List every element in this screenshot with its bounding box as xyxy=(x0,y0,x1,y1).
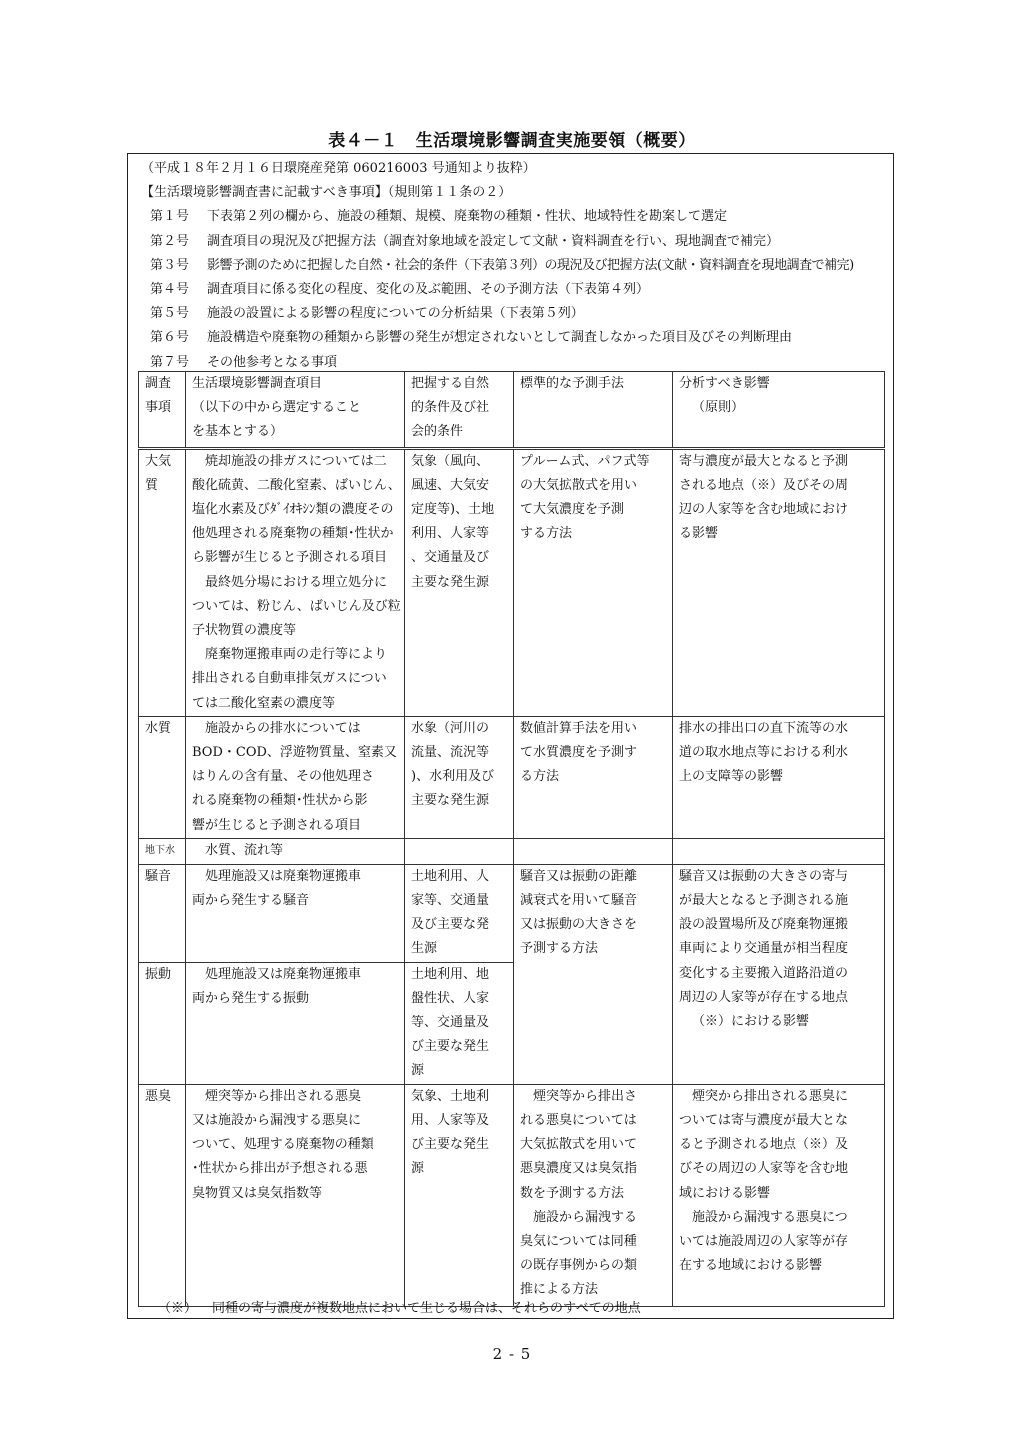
conditions-cell: 土地利用、地 盤性状、人家 等、交通量及 び主要な発生 源 xyxy=(405,962,514,1084)
rule-number: 第７号 xyxy=(150,354,190,370)
rule-text: 施設の設置による影響の程度についての分析結果（下表第５列） xyxy=(207,306,584,322)
conditions-cell xyxy=(405,838,514,864)
rule-text: 調査項目に係る変化の程度、変化の及ぶ範囲、その予測方法（下表第４列） xyxy=(207,282,650,298)
rule-text: 施設構造や廃棄物の種類から影響の発生が想定されないとして調査しなかった項目及びその判断理由 xyxy=(207,330,793,346)
section-heading: 【生活環境影響調査書に記載すべき事項】（規則第１１条の２） xyxy=(141,185,512,201)
header-impact: 分析すべき影響 （原則） xyxy=(673,372,885,449)
rule-item xyxy=(141,230,886,254)
method-cell: プルーム式、パフ式等 の大気拡散式を用い て大気濃度を予測 する方法 xyxy=(514,448,673,716)
table-row xyxy=(139,716,885,838)
header-survey-item: 生活環境影響調査項目 （以下の中から選定すること を基本とする） xyxy=(186,372,405,449)
method-cell: 騒音又は振動の距離 減衰式を用いて騒音 又は振動の大きさを 予測する方法 xyxy=(514,864,673,1084)
footnote-mark: （※） xyxy=(158,1301,198,1316)
impact-cell: 排水の排出口の直下流等の水 道の取水地点等における利水 上の支障等の影響 xyxy=(673,716,885,838)
table-row xyxy=(139,448,885,716)
item-cell: 水質 xyxy=(139,716,186,838)
survey-cell: 処理施設又は廃棄物運搬車 両から発生する騒音 xyxy=(186,864,405,962)
header-item: 調査 事項 xyxy=(139,372,186,449)
header-method: 標準的な予測手法 xyxy=(514,372,673,449)
survey-cell: 煙突等から排出される悪臭 又は施設から漏洩する悪臭に ついて、処理する廃棄物の種類 ･性状から排出が予想される悪 臭物質又は臭気指数等 xyxy=(186,1084,405,1306)
survey-cell: 水質、流れ等 xyxy=(186,838,405,864)
rule-text: 調査項目の現況及び把握方法（調査対象地域を設定して文献・資料調査を行い、現地調査で補完） xyxy=(207,233,780,249)
item-cell: 振動 xyxy=(139,962,186,1084)
page-number: 2 - 5 xyxy=(492,1345,532,1363)
method-cell xyxy=(514,838,673,864)
survey-table xyxy=(138,371,885,1307)
footnote xyxy=(158,1297,641,1316)
table-row xyxy=(139,864,885,962)
table-title: 表４－１ 生活環境影響調査実施要領（概要） xyxy=(328,131,696,151)
rule-item xyxy=(141,302,886,326)
conditions-cell: 気象、土地利 用、人家等及 び主要な発生 源 xyxy=(405,1084,514,1306)
item-cell: 騒音 xyxy=(139,864,186,962)
survey-cell: 処理施設又は廃棄物運搬車 両から発生する振動 xyxy=(186,962,405,1084)
conditions-cell: 水象（河川の 流量、流況等 )、水利用及び 主要な発生源 xyxy=(405,716,514,838)
rule-item xyxy=(141,205,886,229)
impact-cell: 騒音又は振動の大きさの寄与 が最大となると予測される施 設の設置場所及び廃棄物運搬 車両により交通量が相当程度 変化する主要搬入道路沿道の 周辺の人家等が存在する地点 （※）における影響 xyxy=(673,864,885,1084)
source-note: （平成１８年２月１６日環廃産発第 060216003 号通知より抜粋） xyxy=(141,161,536,176)
rule-text: 下表第２列の欄から、施設の種類、規模、廃棄物の種類・性状、地域特性を勘案して選定 xyxy=(207,209,728,225)
conditions-cell: 土地利用、人 家等、交通量 及び主要な発 生源 xyxy=(405,864,514,962)
header-conditions: 把握する自然 的条件及び社 会的条件 xyxy=(405,372,514,449)
rule-text: 影響予測のために把握した自然・社会的条件（下表第３列）の現況及び把握方法(文献・資料調査を現地調査で補完) xyxy=(207,257,854,273)
rule-item xyxy=(141,254,886,278)
method-cell: 煙突等から排出さ れる悪臭については 大気拡散式を用いて 悪臭濃度又は臭気指 数を予測する方法 施設から漏洩する 臭気については同種 の既存事例からの類 推による方法 xyxy=(514,1084,673,1306)
item-cell: 地下水 xyxy=(139,838,186,864)
impact-cell xyxy=(673,838,885,864)
rule-number: 第５号 xyxy=(150,306,190,322)
impact-cell: 寄与濃度が最大となると予測 される地点（※）及びその周 辺の人家等を含む地域におけ る影響 xyxy=(673,448,885,716)
impact-cell: 煙突から排出される悪臭に ついては寄与濃度が最大とな ると予測される地点（※）及 びその周辺の人家等を含む地 域における影響 施設から漏洩する悪臭につ いては施設周辺の人家等が存 在する地域における影響 xyxy=(673,1084,885,1306)
header-notes xyxy=(141,157,886,375)
survey-cell: 焼却施設の排ガスについては二 酸化硫黄、二酸化窒素、ばいじん、 塩化水素及びﾀﾞｲｵｷｼﾝ類の濃度その 他処理される廃棄物の種類･性状か ら影響が生じると予測される項目 最終処分場における埋立処分に ついては、粉じん、ばいじん及び粒 子状物質の濃度等 廃棄物運搬車両の走行等により 排出される自動車排気ガスについ ては二酸化窒素の濃度等 xyxy=(186,448,405,716)
table-row xyxy=(139,1084,885,1306)
method-cell: 数値計算手法を用い て水質濃度を予測す る方法 xyxy=(514,716,673,838)
rule-text: その他参考となる事項 xyxy=(207,354,338,370)
rule-number: 第６号 xyxy=(150,330,190,346)
footnote-text: 同種の寄与濃度が複数地点において生じる場合は、それらのすべての地点 xyxy=(212,1301,641,1316)
survey-cell: 施設からの排水については BOD・COD、浮遊物質量、窒素又 はりんの含有量、その他処理さ れる廃棄物の種類･性状から影 響が生じると予測される項目 xyxy=(186,716,405,838)
table-header-row xyxy=(139,372,885,449)
rule-number: 第４号 xyxy=(150,282,190,298)
item-cell: 悪臭 xyxy=(139,1084,186,1306)
rule-number: 第１号 xyxy=(150,209,190,225)
table-row xyxy=(139,838,885,864)
conditions-cell: 気象（風向、 風速、大気安 定度等)、土地 利用、人家等 、交通量及び 主要な発生源 xyxy=(405,448,514,716)
rule-number: 第３号 xyxy=(150,257,190,273)
rule-number: 第２号 xyxy=(150,233,190,249)
rule-item xyxy=(141,278,886,302)
rule-item xyxy=(141,326,886,350)
item-cell: 大気 質 xyxy=(139,448,186,716)
